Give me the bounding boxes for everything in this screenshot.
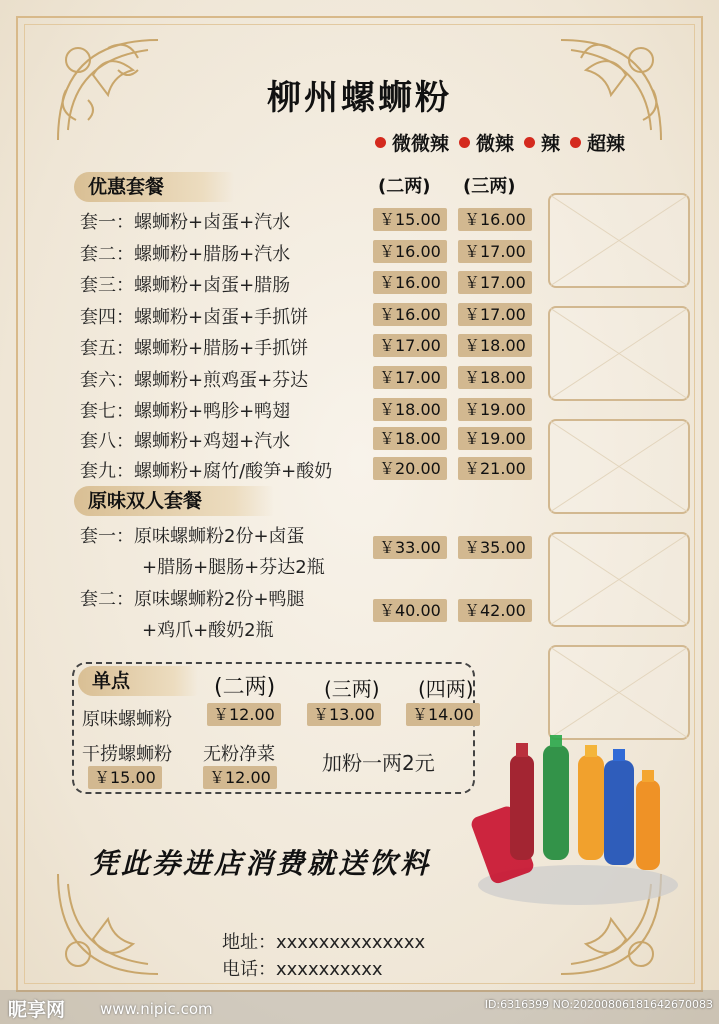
single-size-header: (二两) xyxy=(214,675,276,700)
double-combo-line: 套一：原味螺蛳粉2份+卤蛋 xyxy=(80,526,305,547)
photo-placeholder xyxy=(548,532,690,627)
page-title: 柳州螺蛳粉 xyxy=(267,78,452,118)
price-tag: ￥33.00 xyxy=(373,536,447,559)
single-item-name: 无粉净菜 xyxy=(203,744,275,765)
price-tag: ￥20.00 xyxy=(373,457,447,480)
price-tag: ￥16.00 xyxy=(373,240,447,263)
single-item-name: 原味螺蛳粉 xyxy=(82,709,172,730)
image-placeholder-icon xyxy=(550,308,688,399)
red-dot-icon xyxy=(375,137,386,148)
price-tag: ￥15.00 xyxy=(373,208,447,231)
price-tag: ￥12.00 xyxy=(207,703,281,726)
price-tag: ￥19.00 xyxy=(458,427,532,450)
combo-item: 套六：螺蛳粉+煎鸡蛋+芬达 xyxy=(80,370,309,391)
photo-placeholder xyxy=(548,645,690,740)
price-tag: ￥17.00 xyxy=(458,271,532,294)
red-dot-icon xyxy=(459,137,470,148)
price-tag: ￥21.00 xyxy=(458,457,532,480)
price-tag: ￥16.00 xyxy=(458,208,532,231)
price-tag: ￥18.00 xyxy=(458,366,532,389)
price-tag: ￥40.00 xyxy=(373,599,447,622)
image-placeholder-icon xyxy=(550,534,688,625)
price-tag: ￥42.00 xyxy=(458,599,532,622)
corner-ornament-icon xyxy=(48,864,198,984)
image-placeholder-icon xyxy=(550,647,688,738)
spice-label: 辣 xyxy=(541,132,561,155)
price-tag: ￥12.00 xyxy=(203,766,277,789)
price-tag: ￥17.00 xyxy=(373,366,447,389)
double-combo-line: 套二：原味螺蛳粉2份+鸭腿 xyxy=(80,589,305,610)
price-tag: ￥13.00 xyxy=(307,703,381,726)
combo-item: 套八：螺蛳粉+鸡翅+汽水 xyxy=(80,431,291,452)
red-dot-icon xyxy=(570,137,581,148)
watermark-id: ID:6316399 NO:20200806181642670083 xyxy=(484,998,713,1011)
photo-placeholder xyxy=(548,306,690,401)
size-header-three-liang: (三两) xyxy=(463,176,516,197)
size-header-two-liang: (二两) xyxy=(378,176,431,197)
phone-line: 电话：xxxxxxxxxx xyxy=(222,959,383,980)
combo-item: 套四：螺蛳粉+卤蛋+手抓饼 xyxy=(80,307,309,328)
spice-label: 微辣 xyxy=(476,132,515,155)
drinks-illustration-icon xyxy=(468,735,684,910)
price-tag: ￥19.00 xyxy=(458,398,532,421)
price-tag: ￥16.00 xyxy=(373,271,447,294)
section-title-single: 单点 xyxy=(78,666,198,696)
combo-item: 套七：螺蛳粉+鸭胗+鸭翅 xyxy=(80,401,291,422)
price-tag: ￥16.00 xyxy=(373,303,447,326)
spice-label: 超辣 xyxy=(587,132,626,155)
image-placeholder-icon xyxy=(550,421,688,512)
address-line: 地址：xxxxxxxxxxxxxx xyxy=(222,932,426,953)
single-size-header: (三两) xyxy=(324,677,380,701)
single-size-header: (四两) xyxy=(418,677,474,701)
price-tag: ￥18.00 xyxy=(373,398,447,421)
watermark-url[interactable]: www.nipic.com xyxy=(100,1000,213,1018)
photo-placeholder xyxy=(548,419,690,514)
price-tag: ￥17.00 xyxy=(458,240,532,263)
price-tag: ￥17.00 xyxy=(373,334,447,357)
double-combo-line: +腊肠+腿肠+芬达2瓶 xyxy=(142,557,325,578)
combo-item: 套三：螺蛳粉+卤蛋+腊肠 xyxy=(80,275,291,296)
promo-slogan: 凭此券进店消费就送饮料 xyxy=(90,847,432,880)
double-combo-line: +鸡爪+酸奶2瓶 xyxy=(142,620,274,641)
red-dot-icon xyxy=(524,137,535,148)
combo-item: 套五：螺蛳粉+腊肠+手抓饼 xyxy=(80,338,309,359)
image-placeholder-icon xyxy=(550,195,688,286)
section-title-combo: 优惠套餐 xyxy=(74,172,234,202)
price-tag: ￥17.00 xyxy=(458,303,532,326)
price-tag: ￥35.00 xyxy=(458,536,532,559)
section-title-double: 原味双人套餐 xyxy=(74,486,274,516)
combo-item: 套一：螺蛳粉+卤蛋+汽水 xyxy=(80,212,291,233)
addon-note: 加粉一两2元 xyxy=(322,751,435,775)
price-tag: ￥14.00 xyxy=(406,703,480,726)
spice-label: 微微辣 xyxy=(392,132,450,155)
price-tag: ￥15.00 xyxy=(88,766,162,789)
price-tag: ￥18.00 xyxy=(458,334,532,357)
combo-item: 套二：螺蛳粉+腊肠+汽水 xyxy=(80,244,291,265)
spice-level-legend xyxy=(375,129,625,155)
watermark-logo: 昵享网 xyxy=(8,999,66,1021)
price-tag: ￥18.00 xyxy=(373,427,447,450)
single-item-name: 干捞螺蛳粉 xyxy=(82,744,172,765)
photo-placeholder xyxy=(548,193,690,288)
combo-item: 套九：螺蛳粉+腐竹/酸笋+酸奶 xyxy=(80,461,333,482)
